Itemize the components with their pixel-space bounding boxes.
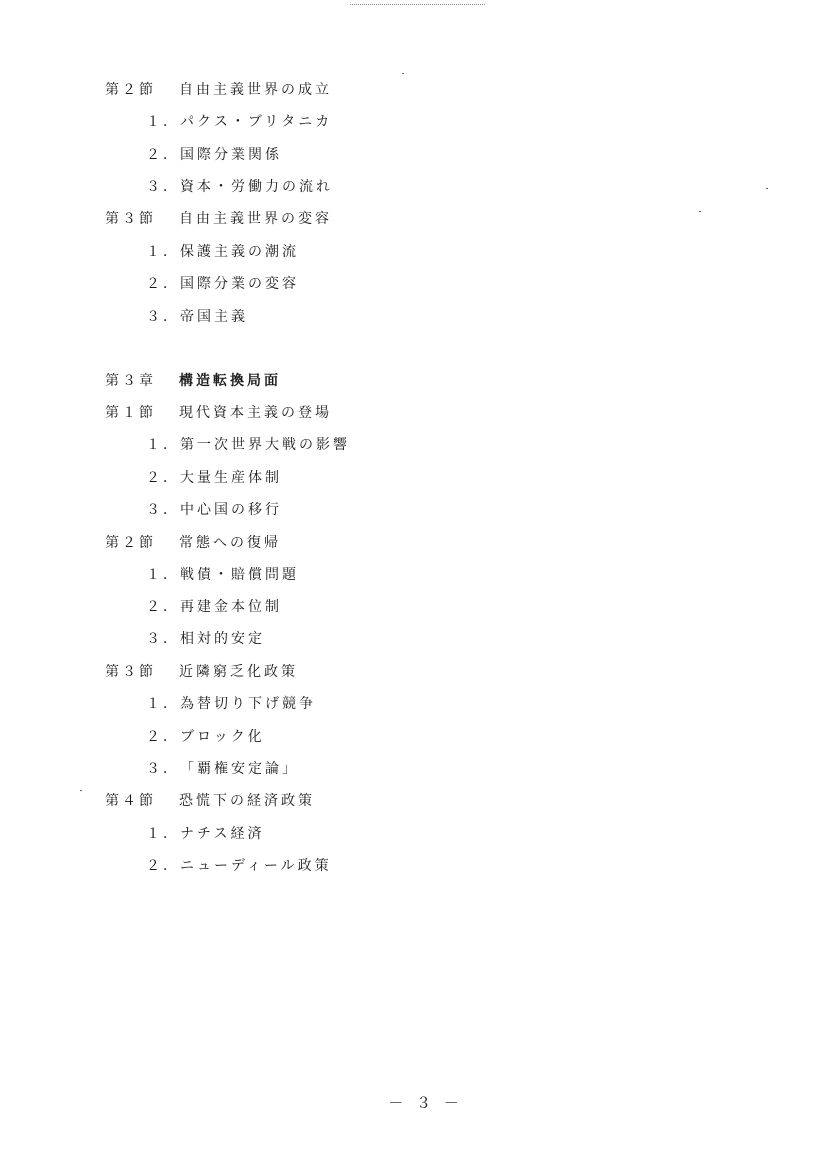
entry-label: 第３節 (105, 211, 156, 227)
entry-title: 「覇権安定論」 (180, 761, 299, 777)
entry-title: ニューディール政策 (180, 858, 332, 874)
entry-title: 中心国の移行 (180, 502, 282, 518)
chapter-title: 構造転換局面 (179, 373, 281, 389)
entry-title: ブロック化 (180, 729, 265, 745)
entry-title: 国際分業関係 (180, 147, 282, 163)
scan-speck (766, 188, 768, 189)
entry-title: 再建金本位制 (180, 599, 282, 615)
entry-number: ３． (146, 502, 180, 518)
entry-number: ２． (146, 858, 180, 874)
entry-title: 資本・労働力の流れ (180, 179, 333, 195)
entry-label: 第３節 (105, 664, 156, 680)
entry-title: 大量生産体制 (180, 470, 282, 486)
entry-number: ３． (146, 179, 180, 195)
entry-number: １． (146, 826, 180, 842)
entry-number: １． (146, 437, 180, 453)
entry-title: 国際分業の変容 (180, 276, 299, 292)
entry-title: 保護主義の潮流 (180, 244, 299, 260)
entry-label: 第１節 (105, 405, 156, 421)
entry-title: 帝国主義 (180, 309, 248, 325)
entry-label: 第２節 (105, 535, 156, 551)
scan-speck (699, 211, 701, 212)
entry-title: 為替切り下げ競争 (180, 696, 316, 712)
page-number-text: － ３ － (388, 1094, 463, 1112)
entry-number: ３． (146, 631, 180, 647)
entry-number: ２． (146, 276, 180, 292)
entry-title: 近隣窮乏化政策 (179, 664, 298, 680)
scan-speck (80, 790, 82, 791)
entry-title: パクス・ブリタニカ (180, 114, 333, 130)
entry-number: １． (146, 567, 180, 583)
entry-number: １． (146, 114, 180, 130)
entry-number: ２． (146, 599, 180, 615)
entry-title: 現代資本主義の登場 (179, 405, 332, 421)
entry-number: １． (146, 696, 180, 712)
entry-label: 第２節 (105, 82, 156, 98)
page-number (0, 1092, 827, 1113)
entry-number: ２． (146, 729, 180, 745)
entry-number: １． (146, 244, 180, 260)
entry-title: 自由主義世界の成立 (179, 82, 332, 98)
entry-title: 常態への復帰 (179, 535, 281, 551)
entry-label: 第４節 (105, 793, 156, 809)
entry-number: ３． (146, 309, 180, 325)
entry-title: ナチス経済 (180, 826, 265, 842)
entry-title: 自由主義世界の変容 (179, 211, 332, 227)
entry-number: ３． (146, 761, 180, 777)
entry-title: 第一次世界大戦の影響 (180, 437, 350, 453)
chapter-label: 第３章 (105, 373, 156, 389)
scan-speck (402, 73, 404, 74)
entry-number: ２． (146, 147, 180, 163)
entry-number: ２． (146, 470, 180, 486)
scan-artifact-header (350, 0, 485, 5)
entry-title: 戦債・賠償問題 (180, 567, 299, 583)
entry-title: 恐慌下の経済政策 (179, 793, 315, 809)
entry-title: 相対的安定 (180, 631, 265, 647)
